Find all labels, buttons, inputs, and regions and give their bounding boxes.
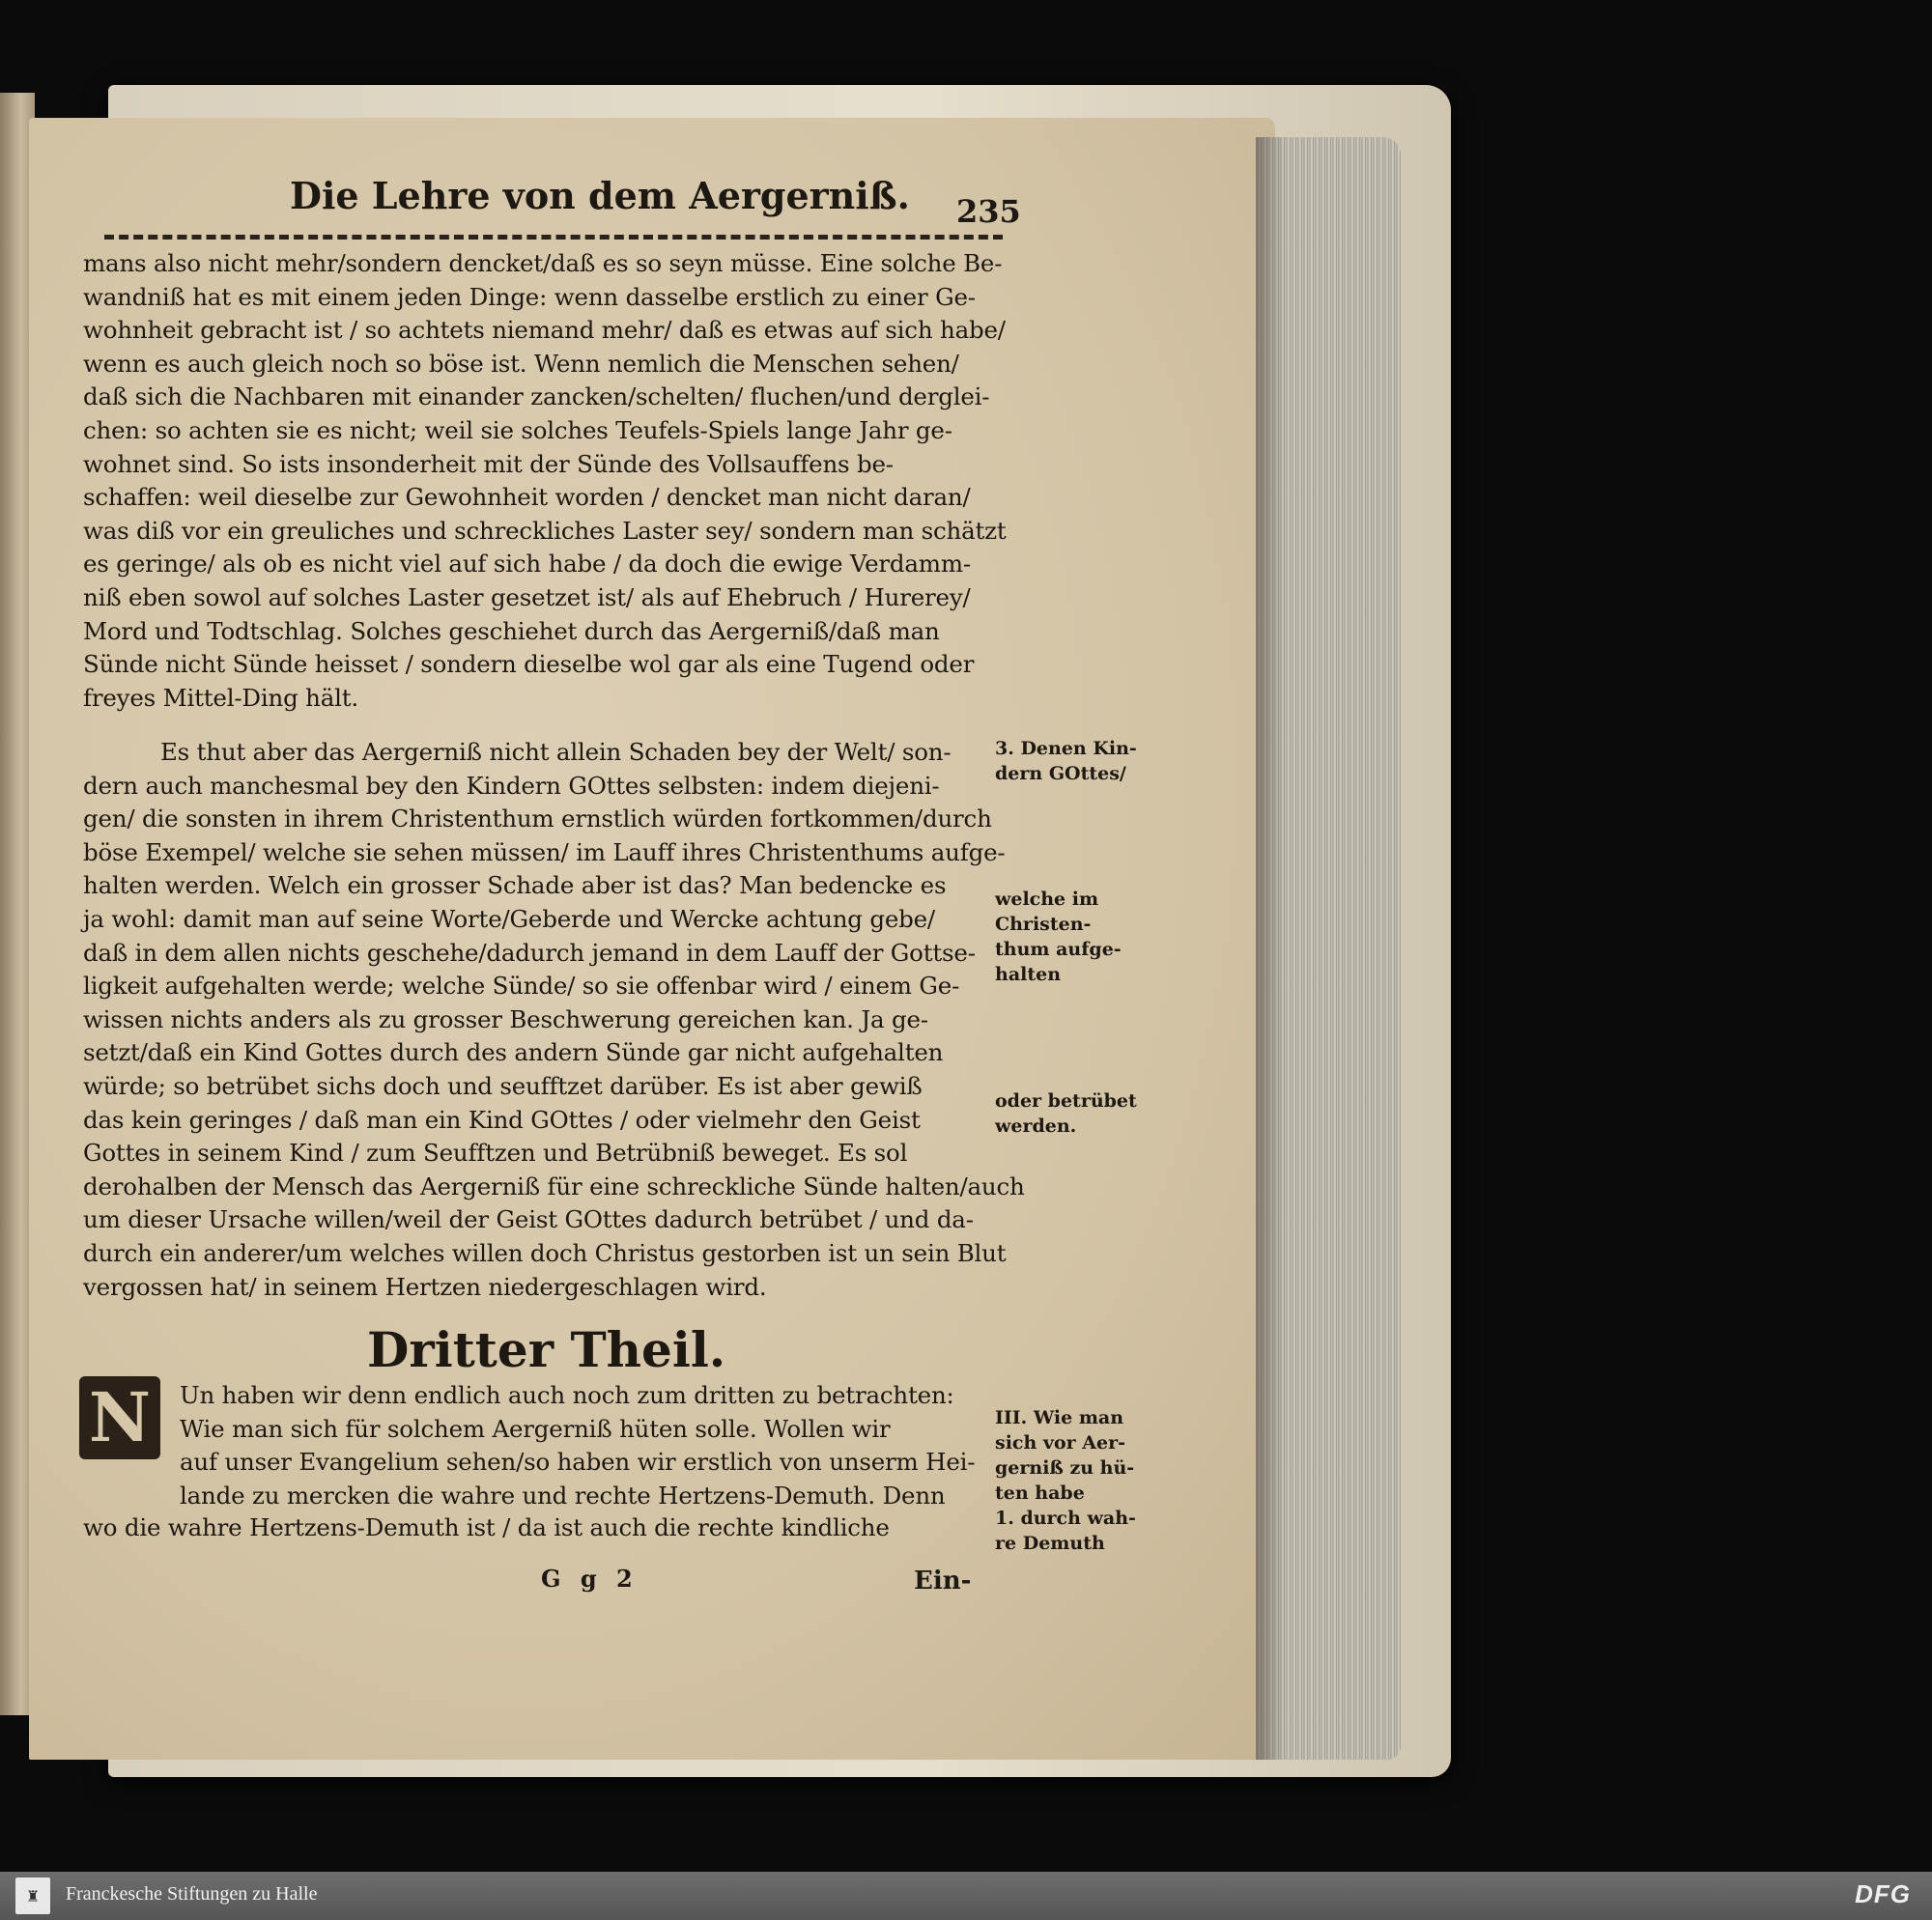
margin-note-3 xyxy=(995,1088,1150,1139)
margin-note-4 xyxy=(995,1405,1150,1556)
text-line: 1. durch wah- xyxy=(995,1508,1136,1529)
text-line: III. Wie man xyxy=(995,1407,1124,1428)
text-line: mans also nicht mehr/sondern dencket/daß es so seyn müsse. Eine solche Be- xyxy=(83,249,1003,277)
text-line: freyes Mittel-Ding hält. xyxy=(83,683,358,712)
text-line: setzt/daß ein Kind Gottes durch des andern Sünde gar nicht aufgehalten xyxy=(83,1038,944,1067)
dfg-logo[interactable]: DFG xyxy=(1855,1879,1911,1908)
text-line: niß eben sowol auf solches Laster gesetzet ist/ als auf Ehebruch / Hurerey/ xyxy=(83,582,971,611)
text-line: lande zu mercken die wahre und rechte Hertzens-Demuth. Denn xyxy=(180,1481,946,1510)
text-line: welche im xyxy=(995,889,1099,910)
running-head: Die Lehre von dem Aergerniß. xyxy=(290,174,910,217)
text-line: auf unser Evangelium sehen/so haben wir erstlich von unserm Hei- xyxy=(180,1448,976,1477)
text-line: Sünde nicht Sünde heisset / sondern dieselbe wol gar als eine Tugend oder xyxy=(83,650,975,679)
paragraph-1 xyxy=(83,247,1007,715)
text-line: gen/ die sonsten in ihrem Christenthum ernstlich würden fortkommen/durch xyxy=(83,805,992,833)
text-line: re Demuth xyxy=(995,1533,1105,1554)
paragraph-3-last-line xyxy=(83,1511,1001,1545)
text-line: ja wohl: damit man auf seine Worte/Geberde und Wercke achtung gebe/ xyxy=(83,904,935,933)
signature-mark: G g 2 xyxy=(541,1565,639,1593)
text-line: wandniß hat es mit einem jeden Dinge: wenn dasselbe erstlich zu einer Ge- xyxy=(83,282,976,311)
text-line: wo die wahre Hertzens-Demuth ist / da ist auch die rechte kindliche xyxy=(83,1513,890,1541)
text-line: gerniß zu hü- xyxy=(995,1457,1135,1479)
institution-logo-icon[interactable]: ♜ xyxy=(15,1878,50,1914)
header-rule xyxy=(104,235,1003,240)
margin-note-1 xyxy=(995,736,1150,786)
text-line: werden. xyxy=(995,1115,1077,1137)
text-line: 3. Denen Kin- xyxy=(995,738,1137,759)
margin-note-2 xyxy=(995,887,1150,987)
text-line: halten werden. Welch ein grosser Schade aber ist das? Man bedencke es xyxy=(83,871,947,900)
text-line: durch ein anderer/um welches willen doch Christus gestorben ist un sein Blut xyxy=(83,1238,1007,1267)
text-line: um dieser Ursache willen/weil der Geist GOttes dadurch betrübet / und da- xyxy=(83,1205,974,1234)
paragraph-3 xyxy=(83,1379,1097,1512)
viewer-footer xyxy=(0,1872,1932,1920)
text-line: thum aufge- xyxy=(995,939,1122,960)
text-line: das kein geringes / daß man ein Kind GOttes / oder vielmehr den Geist xyxy=(83,1105,921,1134)
paragraph-2 xyxy=(83,736,1025,1304)
text-line: halten xyxy=(995,964,1062,985)
text-line: dern GOttes/ xyxy=(995,763,1126,784)
text-line: daß in dem allen nichts geschehe/dadurch jemand in dem Lauff der Gottse- xyxy=(83,938,976,967)
page-number: 235 xyxy=(956,193,1021,230)
text-line: würde; so betrübet sichs doch und seufftzet darüber. Es ist aber gewiß xyxy=(83,1071,923,1100)
text-line: wohnet sind. So ists insonderheit mit der Sünde des Vollsauffens be- xyxy=(83,449,894,478)
text-line: chen: so achten sie es nicht; weil sie solches Teufels-Spiels lange Jahr ge- xyxy=(83,415,952,444)
text-line: oder betrübet xyxy=(995,1090,1137,1112)
text-line: Mord und Todtschlag. Solches geschiehet durch das Aergerniß/daß man xyxy=(83,616,940,645)
text-line: ligkeit aufgehalten werde; welche Sünde/ so sie offenbar wird / einem Ge- xyxy=(83,972,960,1001)
text-line: daß sich die Nachbaren mit einander zancken/schelten/ fluchen/und derglei- xyxy=(83,382,990,411)
text-line: Un haben wir denn endlich auch noch zum dritten zu betrachten: xyxy=(180,1381,954,1409)
text-line: Es thut aber das Aergerniß nicht allein Schaden bey der Welt/ son- xyxy=(160,738,952,766)
institution-name[interactable]: Franckesche Stiftungen zu Halle xyxy=(66,1883,318,1905)
catchword: Ein- xyxy=(914,1567,972,1595)
text-line: böse Exempel/ welche sie sehen müssen/ im Lauff ihres Christenthums aufge- xyxy=(83,837,1006,866)
page-edges-shadow xyxy=(1256,137,1285,1760)
text-line: es geringe/ als ob es nicht viel auf sich habe / da doch die ewige Verdamm- xyxy=(83,550,971,579)
text-line: wenn es auch gleich noch so böse ist. Wenn nemlich die Menschen sehen/ xyxy=(83,349,959,378)
text-line: schaffen: weil dieselbe zur Gewohnheit worden / dencket man nicht daran/ xyxy=(83,483,971,512)
text-line: derohalben der Mensch das Aergerniß für eine schreckliche Sünde halten/auch xyxy=(83,1172,1025,1200)
text-line: vergossen hat/ in seinem Hertzen niedergeschlagen wird. xyxy=(83,1272,767,1301)
text-line: Wie man sich für solchem Aergerniß hüten solle. Wollen wir xyxy=(180,1414,891,1443)
section-title: Dritter Theil. xyxy=(367,1321,726,1378)
text-line: sich vor Aer- xyxy=(995,1432,1125,1454)
text-line: dern auch manchesmal bey den Kindern GOttes selbsten: indem diejeni- xyxy=(83,771,940,800)
text-line: ten habe xyxy=(995,1482,1085,1504)
text-line: wohnheit gebracht ist / so achtets niemand mehr/ daß es etwas auf sich habe/ xyxy=(83,316,1006,345)
text-line: was diß vor ein greuliches und schreckliches Laster sey/ sondern man schätzt xyxy=(83,516,1007,545)
text-line: Christen- xyxy=(995,914,1092,935)
text-line: wissen nichts anders als zu grosser Beschwerung gereichen kan. Ja ge- xyxy=(83,1004,928,1033)
text-line: Gottes in seinem Kind / zum Seufftzen und Betrübniß beweget. Es sol xyxy=(83,1139,908,1168)
decorated-initial-letter: N xyxy=(89,1377,151,1457)
